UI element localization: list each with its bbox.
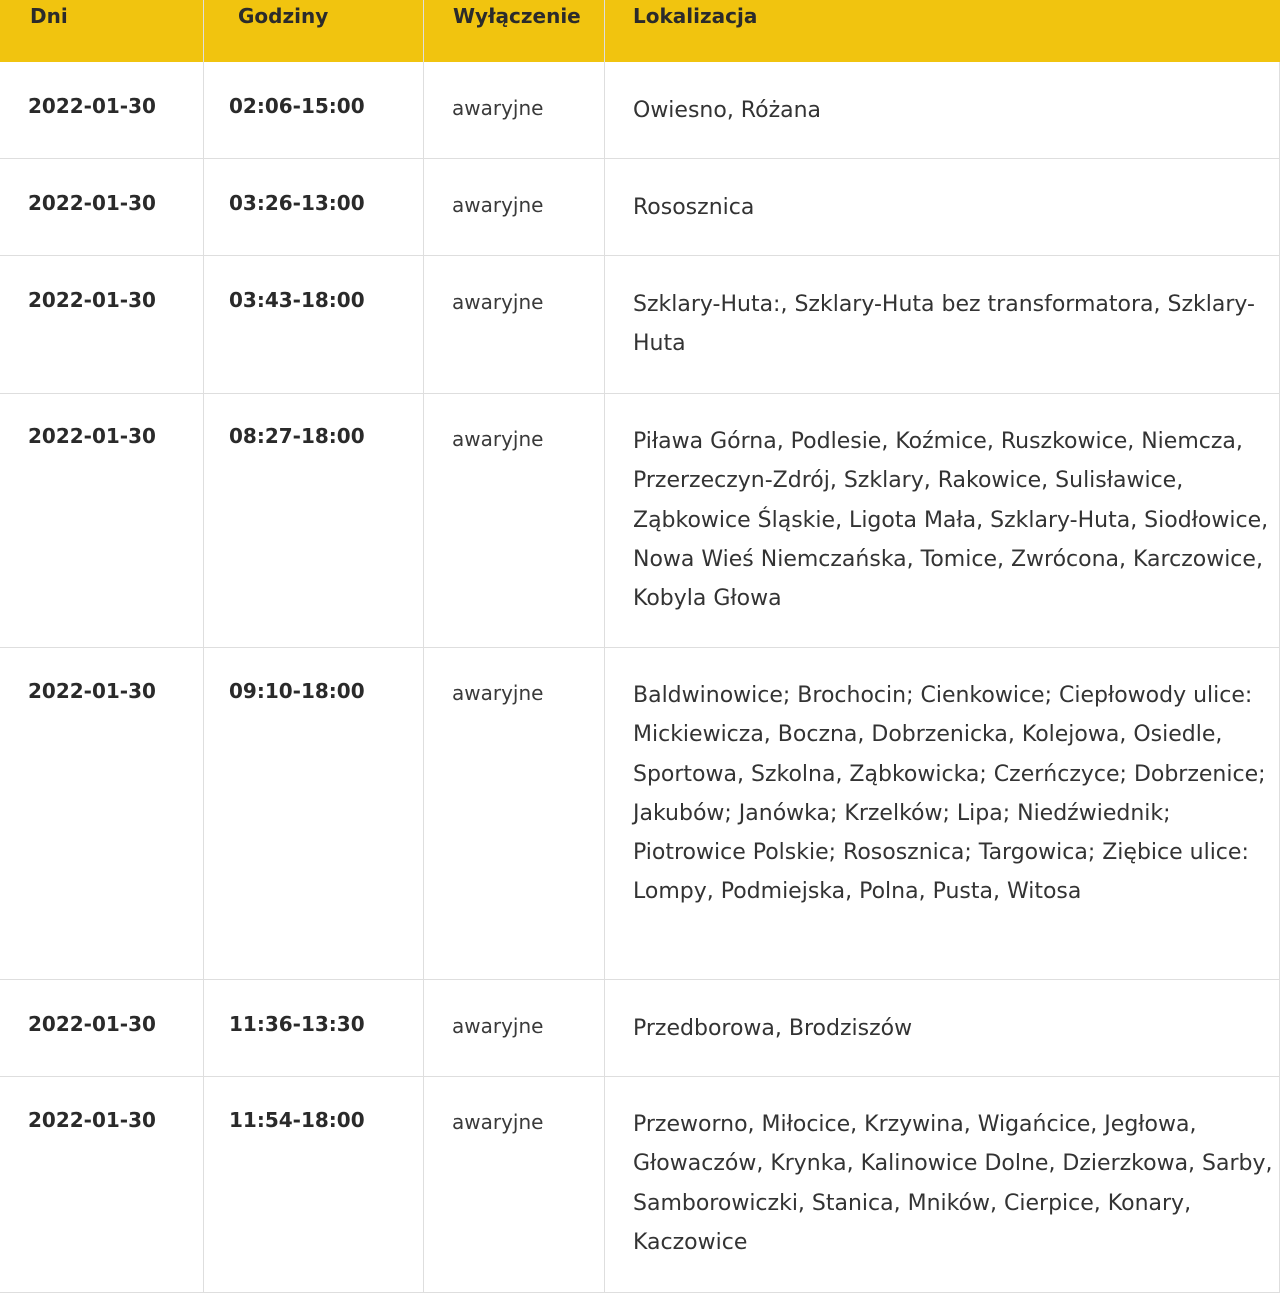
cell-hours: 03:26-13:00 xyxy=(229,191,365,215)
header-hours: Godziny xyxy=(238,4,329,28)
header-location: Lokalizacja xyxy=(633,4,758,28)
row-divider xyxy=(0,255,1279,256)
cell-outage-type: awaryjne xyxy=(452,193,544,217)
cell-hours: 08:27-18:00 xyxy=(229,424,365,448)
column-divider xyxy=(203,0,204,1292)
cell-hours: 11:54-18:00 xyxy=(229,1108,365,1132)
cell-hours: 11:36-13:30 xyxy=(229,1012,365,1036)
column-divider xyxy=(423,0,424,1292)
cell-hours: 03:43-18:00 xyxy=(229,288,365,312)
row-divider xyxy=(0,393,1279,394)
cell-location: Szklary-Huta:, Szklary-Huta bez transformatora, Szklary-Huta xyxy=(633,292,1255,357)
cell-date: 2022-01-30 xyxy=(28,424,156,448)
cell-location: Piława Górna, Podlesie, Koźmice, Ruszkowice, Niemcza, Przerzeczyn-Zdrój, Szklary, Rakowice, Sulisławice, Ząbkowice Śląskie, Ligota Mała, Szklary-Huta, Siodłowice, Nowa Wieś Niemczańska, Tomice, Zwrócona, Karczowice, Kobyla Głowa xyxy=(633,429,1269,612)
cell-outage-type: awaryjne xyxy=(452,1014,544,1038)
cell-outage-type: awaryjne xyxy=(452,1110,544,1134)
cell-date: 2022-01-30 xyxy=(28,679,156,703)
cell-date: 2022-01-30 xyxy=(28,1108,156,1132)
row-divider xyxy=(0,158,1279,159)
cell-location: Owiesno, Różana xyxy=(633,98,822,123)
cell-date: 2022-01-30 xyxy=(28,1012,156,1036)
cell-location: Przedborowa, Brodziszów xyxy=(633,1016,913,1041)
row-divider xyxy=(0,1076,1279,1077)
cell-hours: 02:06-15:00 xyxy=(229,94,365,118)
cell-location: Przeworno, Miłocice, Krzywina, Wigańcice, Jegłowa, Głowaczów, Krynka, Kalinowice Dolne, Dzierzkowa, Sarby, Samborowiczki, Stanica, Mników, Cierpice, Konary, Kaczowice xyxy=(633,1112,1273,1255)
header-outage: Wyłączenie xyxy=(453,4,581,28)
cell-outage-type: awaryjne xyxy=(452,681,544,705)
cell-hours: 09:10-18:00 xyxy=(229,679,365,703)
cell-date: 2022-01-30 xyxy=(28,288,156,312)
cell-outage-type: awaryjne xyxy=(452,427,544,451)
row-divider xyxy=(0,979,1279,980)
cell-location: Baldwinowice; Brochocin; Cienkowice; Ciepłowody ulice: Mickiewicza, Boczna, Dobrzenicka, Kolejowa, Osiedle, Sportowa, Szkolna, Ząbkowicka; Czerńczyce; Dobrzenice; Jakubów; Janówka; Krzelków; Lipa; Niedźwiednik; Piotrowice Polskie; Rososznica; Targowica; Ziębice ulice: Lompy, Podmiejska, Polna, Pusta, Witosa xyxy=(633,683,1266,905)
cell-outage-type: awaryjne xyxy=(452,290,544,314)
column-divider xyxy=(604,0,605,1292)
cell-date: 2022-01-30 xyxy=(28,191,156,215)
table-header xyxy=(0,0,1280,62)
cell-date: 2022-01-30 xyxy=(28,94,156,118)
header-days: Dni xyxy=(30,4,68,28)
cell-location: Rososznica xyxy=(633,195,755,220)
cell-outage-type: awaryjne xyxy=(452,96,544,120)
row-divider xyxy=(0,647,1279,648)
